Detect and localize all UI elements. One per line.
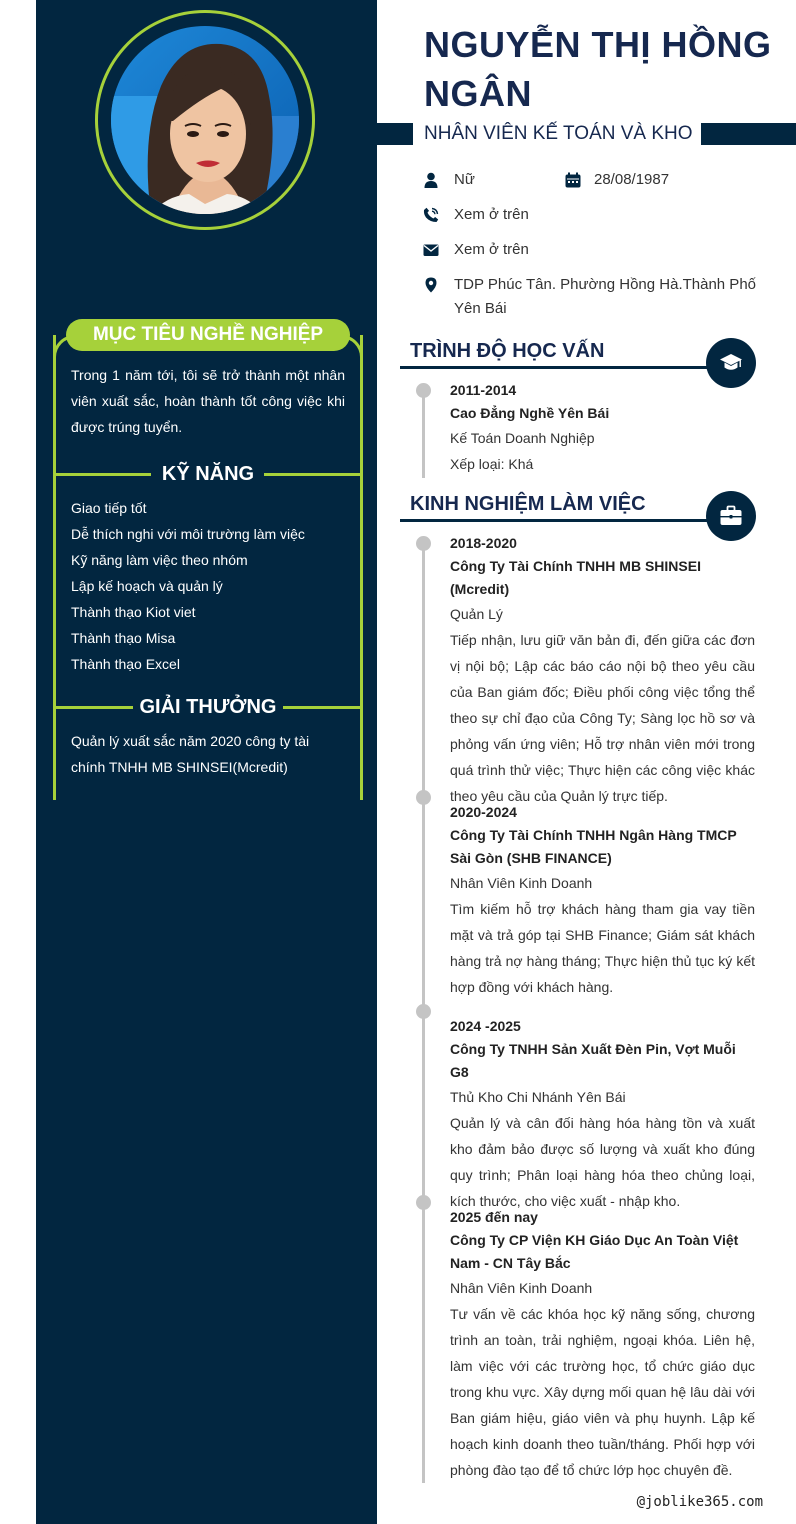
awards-text: Quản lý xuất sắc năm 2020 công ty tài chính TNHH MB SHINSEI(Mcredit) — [71, 733, 310, 775]
education-major: Kế Toán Doanh Nghiệp — [450, 430, 595, 446]
birthdate: 28/08/1987 — [594, 171, 670, 188]
skills-heading — [56, 461, 360, 487]
phone-icon — [423, 207, 439, 223]
sidebar — [36, 0, 377, 1524]
graduation-cap-icon — [719, 351, 743, 375]
skills-list — [71, 495, 345, 677]
avatar-frame — [95, 10, 315, 230]
skill-item: Giao tiếp tốt — [71, 500, 147, 516]
avatar — [111, 26, 299, 214]
experience-company: Công Ty Tài Chính TNHH Ngân Hàng TMCP Sài Gòn (SHB FINANCE) — [450, 827, 737, 866]
timeline-dot — [416, 536, 431, 551]
experience-description: Quản lý và cân đối hàng hóa hàng tồn và xuất kho đảm bảo được số lượng và xuất kho đúng quy trình; Phân loại hàng hóa theo chủng loại, kích thước, cho việc xuất - nhập kho. — [450, 1115, 755, 1209]
watermark: @joblike365.com — [636, 1494, 763, 1510]
experience-description: Tìm kiếm hỗ trợ khách hàng tham gia vay tiền mặt và trả góp tại SHB Finance; Giám sát khách hàng trả nợ hàng tháng; Thực hiện thủ tục ký kết hợp đồng với khách hàng. — [450, 901, 755, 995]
gender: Nữ — [454, 171, 475, 188]
person-icon — [423, 172, 439, 188]
envelope-icon — [423, 242, 439, 258]
experience-period: 2025 đến nay — [450, 1209, 538, 1225]
experience-entry — [450, 532, 755, 809]
education-period: 2011-2014 — [450, 382, 517, 398]
experience-entry — [450, 1206, 755, 1483]
title-bar-left — [377, 123, 413, 145]
experience-heading-label: KINH NGHIỆM LÀM VIỆC — [410, 493, 646, 515]
objective-heading-label: MỤC TIÊU NGHỀ NGHIỆP — [92, 324, 324, 345]
candidate-name: NGUYỄN THỊ HỒNG NGÂN — [424, 24, 772, 114]
experience-company: Công Ty CP Viện KH Giáo Dục An Toàn Việt Nam - CN Tây Bắc — [450, 1232, 739, 1271]
education-entry — [450, 379, 755, 477]
skill-item: Thành thạo Kiot viet — [71, 604, 196, 620]
experience-role: Nhân Viên Kinh Doanh — [450, 1280, 593, 1296]
experience-description: Tiếp nhận, lưu giữ văn bản đi, đến giữa các đơn vị nội bộ; Lập các báo cáo nội bộ theo yêu cầu của Ban giám đốc; Điều phối công việc tổng thể theo sự chỉ đạo của Công Ty; Sàng lọc hồ sơ và phỏng vấn ứng viên; Hỗ trợ nhân viên mới trong quá trình thử việc; Thực hiện các công việc khác theo yêu cầu của Quản lý trực tiếp. — [450, 632, 755, 804]
education-school: Cao Đẳng Nghề Yên Bái — [450, 405, 610, 421]
objective-text: Trong 1 năm tới, tôi sẽ trở thành một nhân viên xuất sắc, hoàn thành tốt công việc khi được trúng tuyển. — [71, 367, 345, 435]
experience-entry — [450, 1015, 755, 1214]
awards-heading — [56, 694, 360, 720]
skills-heading-label: KỸ NĂNG — [161, 463, 255, 485]
experience-period: 2024 -2025 — [450, 1018, 521, 1034]
skill-item: Thành thạo Misa — [71, 630, 176, 646]
skill-item: Dễ thích nghi với môi trường làm việc — [71, 526, 305, 542]
education-heading-label: TRÌNH ĐỘ HỌC VẤN — [410, 340, 605, 362]
address: TDP Phúc Tân. Phường Hồng Hà.Thành Phố Yên Bái — [454, 276, 756, 317]
awards-heading-label: GIẢI THƯỞNG — [139, 696, 277, 718]
experience-role: Quản Lý — [450, 606, 503, 622]
email[interactable]: Xem ở trên — [454, 241, 529, 258]
timeline-line — [422, 390, 425, 478]
experience-period: 2018-2020 — [450, 535, 517, 551]
education-grade: Xếp loại: Khá — [450, 456, 534, 472]
title-bar-right — [701, 123, 796, 145]
experience-description: Tư vấn về các khóa học kỹ năng sống, chương trình an toàn, trải nghiệm, ngoại khóa. Liên hệ, làm việc với các trường học, tổ chức giáo dục trong khu vực. Xây dựng mối quan hệ lâu dài với Ban giám hiệu, giáo viên và phụ huynh. Lập kế hoạch kinh doanh theo tuần/tháng. Phối hợp với phòng đào tạo để tổ chức lớp học chuyên đề. — [450, 1306, 755, 1478]
location-pin-icon — [423, 277, 439, 293]
experience-role: Nhân Viên Kinh Doanh — [450, 875, 593, 891]
timeline-dot — [416, 790, 431, 805]
experience-period: 2020-2024 — [450, 804, 517, 820]
calendar-icon — [565, 172, 581, 188]
objective-heading — [66, 319, 350, 351]
skill-item: Thành thạo Excel — [71, 656, 180, 672]
experience-company: Công Ty Tài Chính TNHH MB SHINSEI (Mcredit) — [450, 558, 701, 597]
experience-role: Thủ Kho Chi Nhánh Yên Bái — [450, 1089, 626, 1105]
timeline-dot — [416, 383, 431, 398]
timeline-dot — [416, 1004, 431, 1019]
skill-item: Lập kế hoạch và quản lý — [71, 578, 223, 594]
divider — [400, 366, 710, 369]
divider — [400, 519, 710, 522]
briefcase-icon — [719, 504, 743, 528]
timeline-dot — [416, 1195, 431, 1210]
phone[interactable]: Xem ở trên — [454, 206, 529, 223]
experience-entry — [450, 801, 755, 1000]
job-title: NHÂN VIÊN KẾ TOÁN VÀ KHO — [424, 123, 693, 144]
skill-item: Kỹ năng làm việc theo nhóm — [71, 552, 248, 568]
experience-company: Công Ty TNHH Sản Xuất Đèn Pin, Vợt Muỗi G8 — [450, 1041, 736, 1080]
